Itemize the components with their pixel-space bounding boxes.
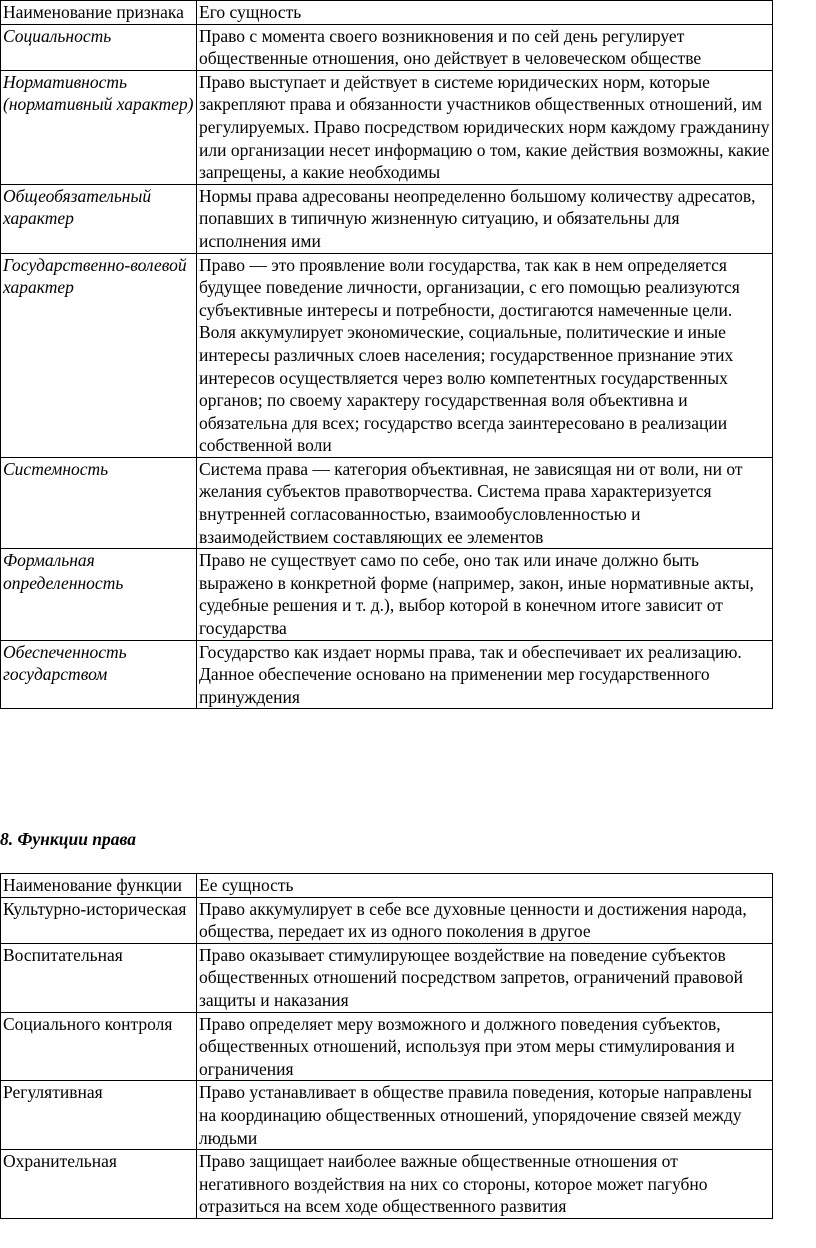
table-row bbox=[1, 1012, 773, 1081]
feature-essence: Право выступает и действует в системе юридических норм, которые закрепляют права и обязанности участников общественных отношений, им регулируемых. Право посредством юридических норм каждому гражданину или организации несет информацию о том, какие действия возможны, какие запрещены, а какие необходимы bbox=[197, 70, 773, 184]
table-row bbox=[1, 457, 773, 548]
feature-essence: Государство как издает нормы права, так и обеспечивает их реализацию. Данное обеспечение основано на применении мер государственного принуждения bbox=[197, 640, 773, 709]
table-header-row bbox=[1, 1, 773, 25]
function-essence: Право защищает наиболее важные общественные отношения от негативного воздействия на них со стороны, которое может пагубно отразиться на всем ходе общественного развития bbox=[197, 1150, 773, 1219]
table-row bbox=[1, 24, 773, 70]
feature-name: Общеобязательный характер bbox=[1, 184, 197, 253]
function-essence: Право оказывает стимулирующее воздействие на поведение субъектов общественных отношений посредством запретов, ограничений правовой защиты и наказания bbox=[197, 943, 773, 1012]
table-row bbox=[1, 640, 773, 709]
feature-name: Формальная определенность bbox=[1, 549, 197, 640]
table-row bbox=[1, 1081, 773, 1150]
table-row bbox=[1, 549, 773, 640]
feature-name: Государственно-волевой характер bbox=[1, 253, 197, 457]
header-feature-name: Наименование признака bbox=[1, 1, 197, 25]
table-row bbox=[1, 253, 773, 457]
feature-essence: Нормы права адресованы неопределенно большому количеству адресатов, попавших в типичную жизненную ситуацию, и обязательны для исполнения ими bbox=[197, 184, 773, 253]
feature-essence: Право не существует само по себе, оно так или иначе должно быть выражено в конкретной форме (например, закон, иные нормативные акты, судебные решения и т. д.), выбор которой в конечном итоге зависит от государства bbox=[197, 549, 773, 640]
table-header-row bbox=[1, 874, 773, 898]
table-row bbox=[1, 943, 773, 1012]
feature-essence: Право — это проявление воли государства, так как в нем определяется будущее поведение личности, организации, с его помощью реализуются субъективные интересы и потребности, достигаются намеченные цели. Воля аккумулирует экономические, социальные, политические и иные интересы различных слоев населения; государственное признание этих интересов осуществляется через волю компетентных государственных органов; по своему характеру государственная воля объективна и обязательна для всех; государство всегда заинтересовано в реализации собственной воли bbox=[197, 253, 773, 457]
feature-name: Системность bbox=[1, 457, 197, 548]
function-name: Воспитательная bbox=[1, 943, 197, 1012]
table-row bbox=[1, 897, 773, 943]
function-essence: Право аккумулирует в себе все духовные ценности и достижения народа, общества, передает их из одного поколения в другое bbox=[197, 897, 773, 943]
header-feature-essence: Его сущность bbox=[197, 1, 773, 25]
function-name: Охранительная bbox=[1, 1150, 197, 1219]
feature-name: Нормативность (нормативный характер) bbox=[1, 70, 197, 184]
function-name: Регулятивная bbox=[1, 1081, 197, 1150]
header-function-essence: Ее сущность bbox=[197, 874, 773, 898]
functions-table bbox=[0, 873, 773, 1219]
table-row bbox=[1, 184, 773, 253]
feature-name: Обеспеченность государством bbox=[1, 640, 197, 709]
table-row bbox=[1, 1150, 773, 1219]
section-heading: 8. Функции права bbox=[0, 829, 136, 849]
function-name: Социального контроля bbox=[1, 1012, 197, 1081]
header-function-name: Наименование функции bbox=[1, 874, 197, 898]
feature-essence: Система права — категория объективная, не зависящая ни от воли, ни от желания субъектов правотворчества. Система права характеризуется внутренней согласованностью, взаимообусловленностью и взаимодействием составляющих ее элементов bbox=[197, 457, 773, 548]
feature-essence: Право с момента своего возникновения и по сей день регулирует общественные отношения, оно действует в человеческом обществе bbox=[197, 24, 773, 70]
feature-name: Социальность bbox=[1, 24, 197, 70]
function-essence: Право определяет меру возможного и должного поведения субъектов, общественных отношений, используя при этом меры стимулирования и ограничения bbox=[197, 1012, 773, 1081]
table-row bbox=[1, 70, 773, 184]
function-name: Культурно-историческая bbox=[1, 897, 197, 943]
function-essence: Право устанавливает в обществе правила поведения, которые направлены на координацию общественных отношений, упорядочение связей между людьми bbox=[197, 1081, 773, 1150]
